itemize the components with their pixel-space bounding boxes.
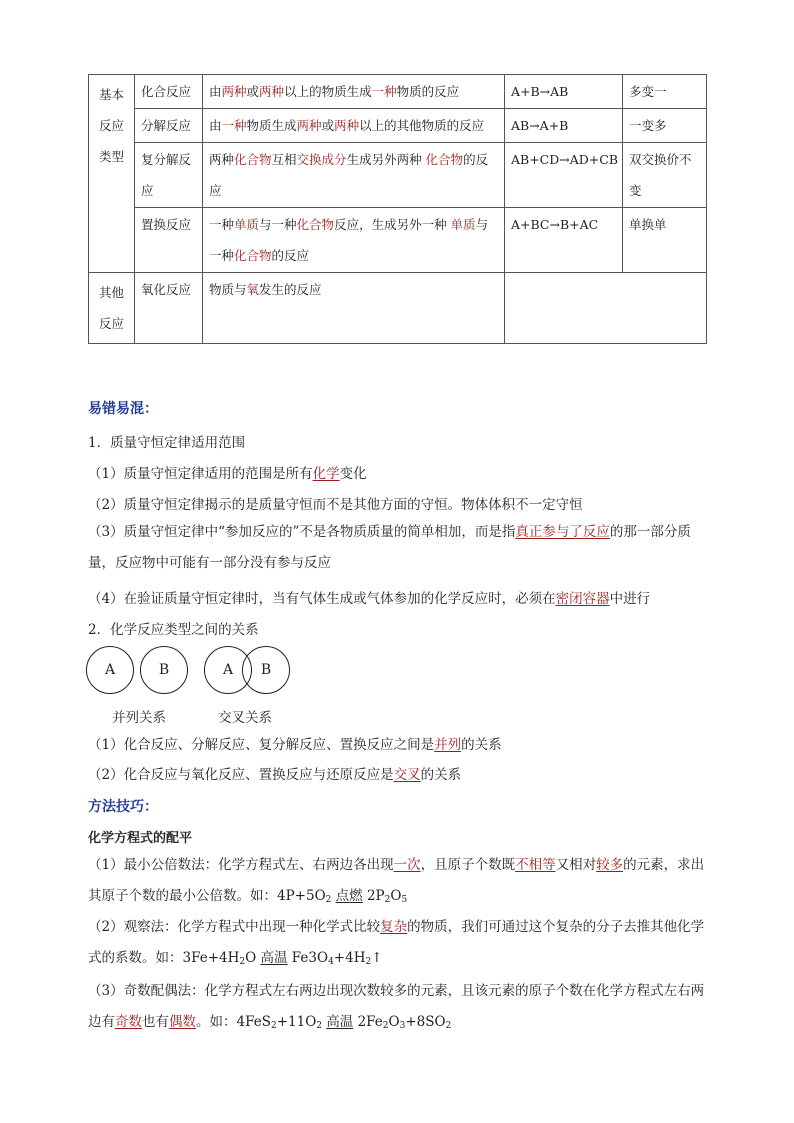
other-category-cell: 其他反应	[89, 273, 135, 344]
reaction-note: 一变多	[623, 109, 707, 143]
reaction-desc: 由一种物质生成两种或两种以上的其他物质的反应	[203, 109, 505, 143]
mistakes-point-1: （1）质量守恒定律适用的范围是所有化学变化	[88, 466, 367, 482]
reaction-types-table	[88, 74, 707, 344]
empty-cell	[505, 273, 707, 344]
reaction-name: 复分解反应	[135, 143, 203, 208]
reaction-desc: 物质与氧发生的反应	[203, 273, 505, 344]
reaction-desc: 由两种或两种以上的物质生成一种物质的反应	[203, 75, 505, 109]
parallel-label: 并列关系	[112, 710, 166, 726]
reaction-note: 单换单	[623, 208, 707, 273]
cross-circle-a: A	[204, 646, 252, 694]
methods-subheading: 化学方程式的配平	[88, 831, 193, 846]
reaction-note: 多变一	[623, 75, 707, 109]
basic-category-cell: 基本反应类型	[89, 75, 135, 273]
relation-2: （2）化合反应与氧化反应、置换反应与还原反应是交叉的关系	[88, 767, 462, 783]
cross-label: 交叉关系	[218, 710, 272, 726]
reaction-desc: 一种单质与一种化合物反应，生成另外一种 单质与一种化合物的反应	[203, 208, 505, 273]
reaction-name: 化合反应	[135, 75, 203, 109]
reaction-desc: 两种化合物互相交换成分生成另外两种 化合物的反应	[203, 143, 505, 208]
reaction-formula: AB→A+B	[505, 109, 623, 143]
mistakes-item-2: 2．化学反应类型之间的关系	[88, 622, 259, 638]
reaction-formula: A+BC→B+AC	[505, 208, 623, 273]
methods-heading: 方法技巧：	[88, 799, 158, 815]
method-3: （3）奇数配偶法：化学方程式左右两边出现次数较多的元素，且该元素的原子个数在化学方程式左右两边有奇数也有偶数。如：$4FeS_2+11O_2$ 高温 $2Fe_2O_3+8SO_2$	[88, 983, 705, 1031]
mistakes-item-1: 1．质量守恒定律适用范围	[88, 435, 246, 451]
parallel-circle-a: A	[86, 646, 134, 694]
mistakes-point-3: （3）质量守恒定律中“参加反应的”不是各物质质量的简单相加，而是指真正参与了反应的那一部分质量，反应物中可能有一部分没有参与反应	[88, 524, 691, 571]
mistakes-point-4: （4）在验证质量守恒定律时，当有气体生成或气体参加的化学反应时，必须在密闭容器中进行	[88, 591, 651, 607]
venn-diagrams	[86, 646, 296, 696]
reaction-formula: A+B→AB	[505, 75, 623, 109]
mistakes-heading: 易错易混：	[88, 401, 158, 417]
method-1: （1）最小公倍数法：化学方程式左、右两边各出现一次，且原子个数既不相等又相对较多的元素，求出其原子个数的最小公倍数。如：$4P+5O_2$ 点燃 $2P_2O_5$	[88, 857, 705, 905]
method-2: （2）观察法：化学方程式中出现一种化学式比较复杂的物质，我们可通过这个复杂的分子去推其他化学式的系数。如：$3Fe+4H_2O$ 高温 $Fe3O_4+4H_2↑$	[88, 919, 705, 967]
parallel-circle-b: B	[140, 646, 188, 694]
relation-1: （1）化合反应、分解反应、复分解反应、置换反应之间是并列的关系	[88, 737, 502, 753]
reaction-note: 双交换价不变	[623, 143, 707, 208]
reaction-name: 置换反应	[135, 208, 203, 273]
reaction-formula: AB+CD→AD+CB	[505, 143, 623, 208]
reaction-name: 氧化反应	[135, 273, 203, 344]
mistakes-point-2: （2）质量守恒定律揭示的是质量守恒而不是其他方面的守恒。物体体积不一定守恒	[88, 497, 583, 513]
reaction-name: 分解反应	[135, 109, 203, 143]
cross-circle-b: B	[242, 646, 290, 694]
